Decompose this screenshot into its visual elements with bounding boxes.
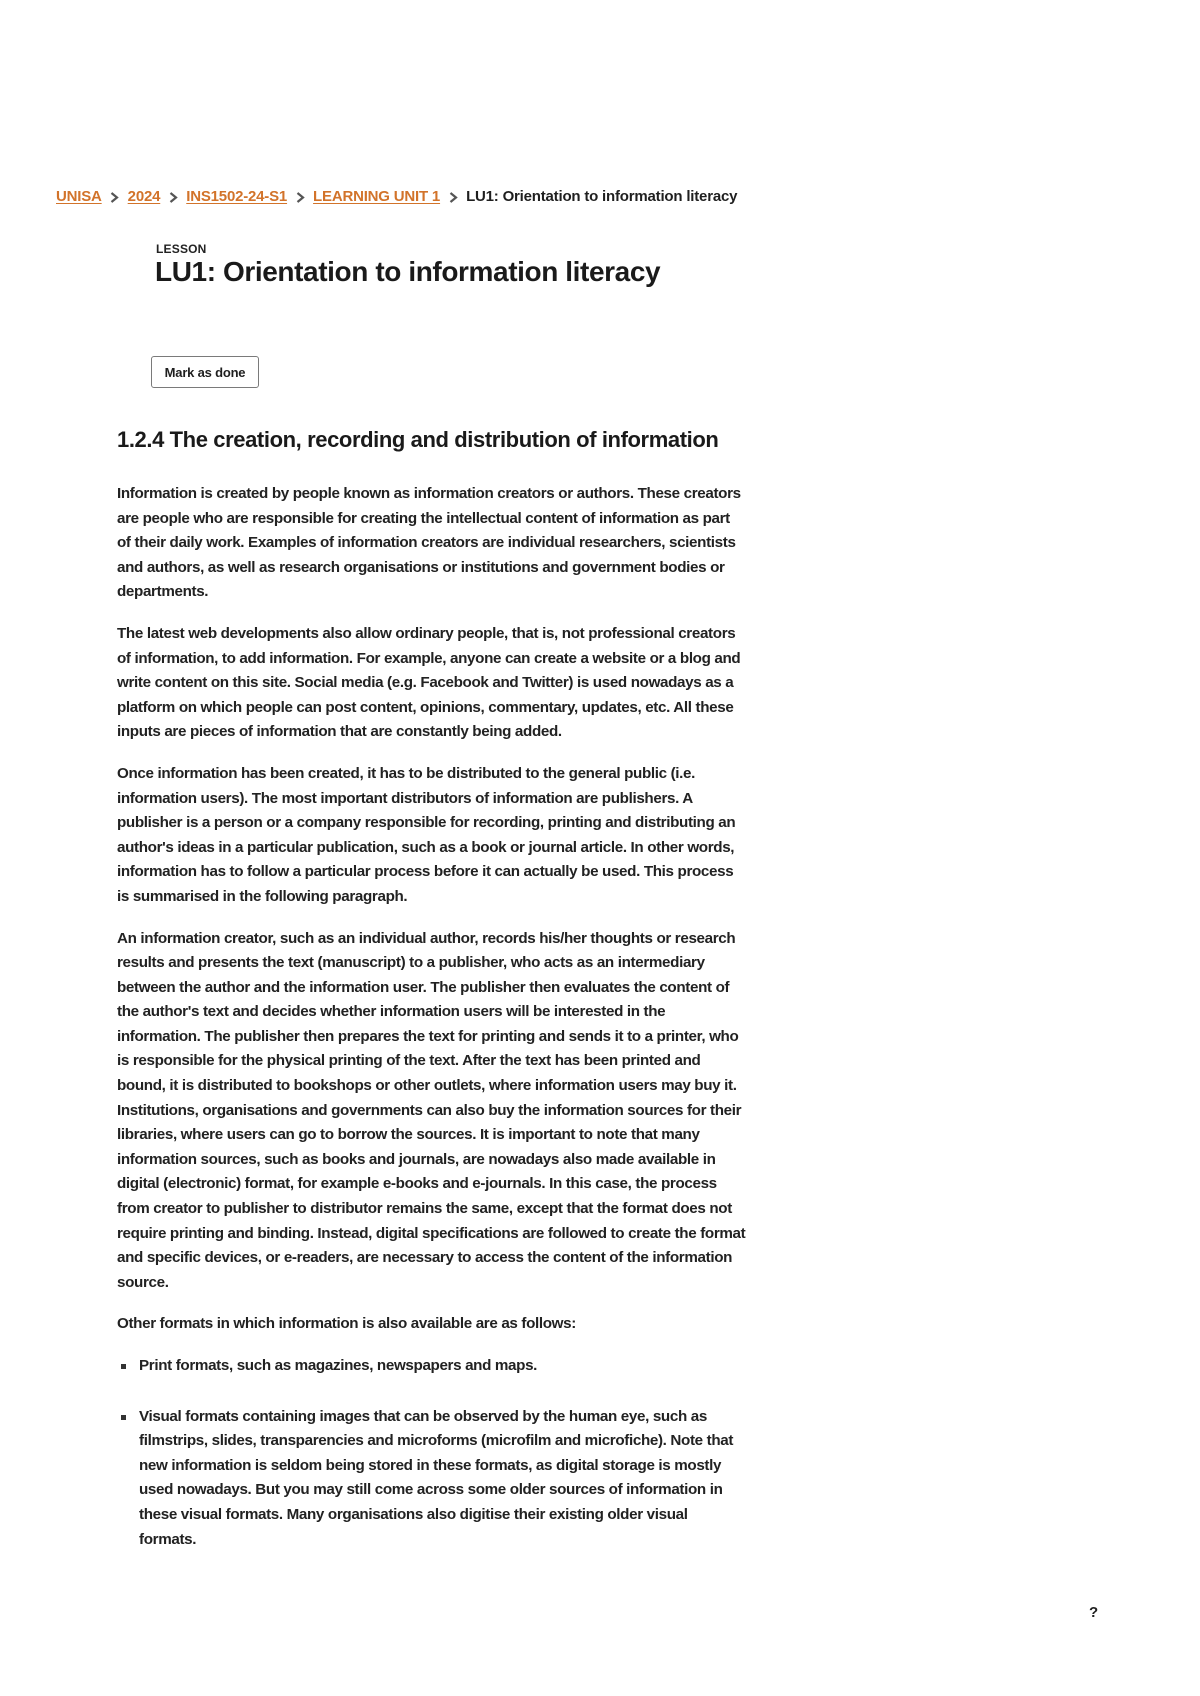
bullet-icon bbox=[121, 1415, 126, 1420]
paragraph: Other formats in which information is also available are as follows: bbox=[117, 1315, 576, 1333]
paragraph: Once information has been created, it has to be distributed to the general public (i.e. information users). The most important distributors of information are publishers. A publisher is a person or a company responsible for recording, printing and distributing an author's ideas in a particular publication, such as a book or journal article. In other words, information has to follow a particular process before it can actually be used. This process is summarised in the following paragraph. bbox=[117, 764, 736, 905]
breadcrumb-link-year[interactable]: 2024 bbox=[127, 188, 161, 205]
section-heading: 1.2.4 The creation, recording and distribution of information bbox=[117, 427, 719, 452]
chevron-right-icon bbox=[160, 189, 186, 204]
formats-list bbox=[117, 1354, 747, 1552]
mark-as-done-button[interactable]: Mark as done bbox=[151, 356, 259, 388]
list-item bbox=[117, 1405, 747, 1553]
page-number: ? bbox=[1089, 1604, 1099, 1621]
breadcrumb-link-course[interactable]: INS1502-24-S1 bbox=[186, 188, 288, 205]
list-item-text: Print formats, such as magazines, newspapers and maps. bbox=[139, 1357, 538, 1374]
breadcrumb-current: LU1: Orientation to information literacy bbox=[466, 188, 738, 205]
lesson-tag: LESSON bbox=[156, 242, 207, 256]
list-item-text: Visual formats containing images that can be observed by the human eye, such as filmstrips, slides, transparencies and microforms (microfilm and microfiche). Note that new information is seldom being stored in these formats, as digital storage is mostly used nowadays. But you may still come across some older sources of information in these visual formats. Many organisations also digitise their existing older visual formats. bbox=[139, 1407, 734, 1548]
chevron-right-icon bbox=[287, 189, 313, 204]
chevron-right-icon bbox=[102, 189, 128, 204]
breadcrumb-link-learning-unit[interactable]: LEARNING UNIT 1 bbox=[313, 188, 441, 205]
bullet-icon bbox=[121, 1364, 126, 1369]
breadcrumb bbox=[56, 188, 737, 205]
paragraph: The latest web developments also allow ordinary people, that is, not professional creators of information, to add information. For example, anyone can create a website or a blog and write content on this site. Social media (e.g. Facebook and Twitter) is used nowadays as a platform on which people can post content, opinions, commentary, updates, etc. All these inputs are pieces of information that are constantly being added. bbox=[117, 624, 741, 741]
lesson-content bbox=[117, 426, 747, 1578]
paragraph: Information is created by people known as information creators or authors. These creators are people who are responsible for creating the intellectual content of information as part of their daily work. Examples of information creators are individual researchers, scientists and authors, as well as research organisations or institutions and government bodies or departments. bbox=[117, 485, 741, 601]
breadcrumb-link-unisa[interactable]: UNISA bbox=[56, 188, 102, 205]
page-title: LU1: Orientation to information literacy bbox=[155, 256, 661, 287]
list-item bbox=[117, 1354, 747, 1379]
paragraph: An information creator, such as an individual author, records his/her thoughts or research results and presents the text (manuscript) to a publisher, who acts as an intermediary between the author and the information user. The publisher then evaluates the content of the author's text and decides whether information users will be interested in the information. The publisher then prepares the text for printing and sends it to a printer, who is responsible for the physical printing of the text. After the text has been printed and bound, it is distributed to bookshops or other outlets, where information users may buy it. Institutions, organisations and governments can also buy the information sources for their libraries, where users can go to borrow the sources. It is important to note that many information sources, such as books and journals, are nowadays also made available in digital (electronic) format, for example e-books and e-journals. In this case, the process from creator to publisher to distributor remains the same, except that the format does not require printing and binding. Instead, digital specifications are followed to create the format and specific devices, or e-readers, are necessary to access the content of the information source. bbox=[117, 929, 746, 1291]
chevron-right-icon bbox=[440, 189, 466, 204]
